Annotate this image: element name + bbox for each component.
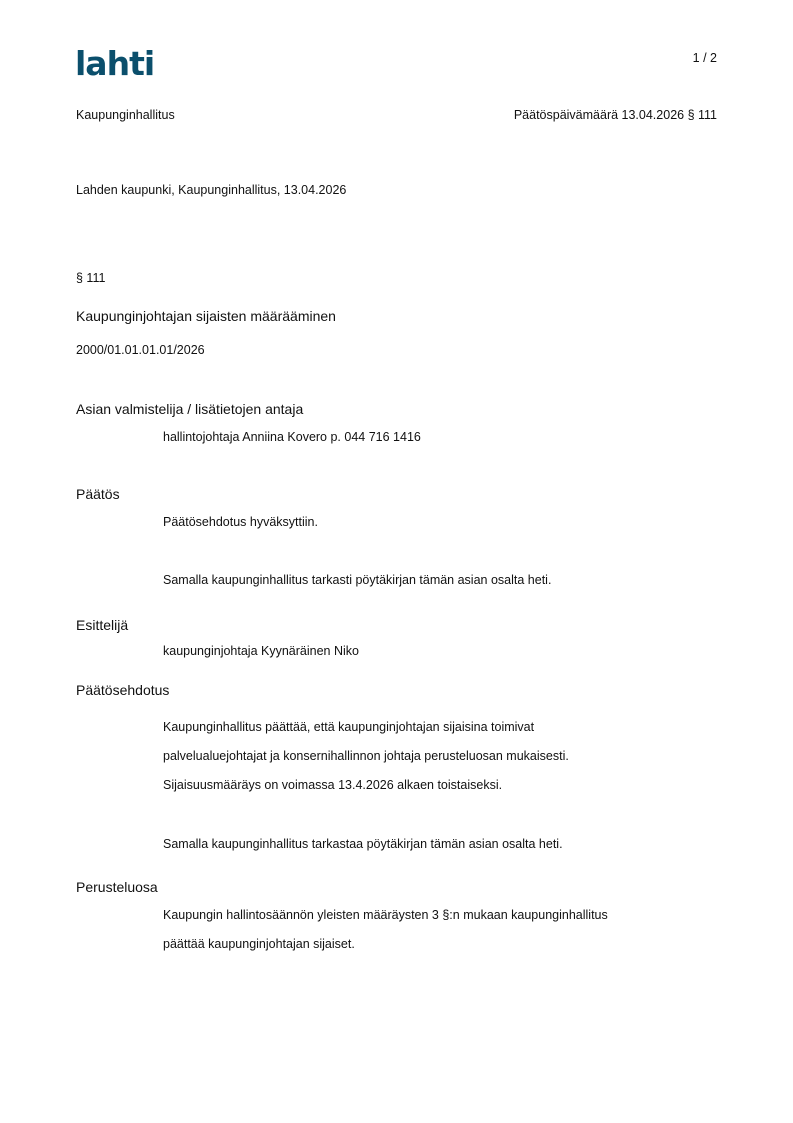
proposal-line: Samalla kaupunginhallitus tarkastaa pöytäkirjan tämän asian osalta heti. <box>163 837 563 851</box>
proposal-line: Sijaisuusmääräys on voimassa 13.4.2026 alkaen toistaiseksi. <box>163 778 503 792</box>
justification-line: Kaupungin hallintosäännön yleisten määräysten 3 §:n mukaan kaupunginhallitus <box>163 908 608 922</box>
decision-heading: Päätös <box>76 486 120 502</box>
document-title: Kaupunginjohtajan sijaisten määrääminen <box>76 308 336 324</box>
decision-line: Samalla kaupunginhallitus tarkasti pöytäkirjan tämän asian osalta heti. <box>163 573 552 587</box>
decision-date: Päätöspäivämäärä 13.04.2026 § 111 <box>513 108 717 122</box>
proposal-line: palvelualuejohtajat ja konsernihallinnon johtaja perusteluosan mukaisesti. <box>163 749 569 763</box>
page-number: 1 / 2 <box>692 51 717 65</box>
section-number: § 111 <box>76 271 106 285</box>
justification-line: päättää kaupunginjohtajan sijaiset. <box>163 937 355 951</box>
meeting-line: Lahden kaupunki, Kaupunginhallitus, 13.04.2026 <box>76 183 347 197</box>
proposal-heading: Päätösehdotus <box>76 682 170 698</box>
presenter-text: kaupunginjohtaja Kyynäräinen Niko <box>163 644 359 658</box>
organ-name: Kaupunginhallitus <box>76 108 175 122</box>
preparer-heading: Asian valmistelija / lisätietojen antaja <box>76 401 304 417</box>
lahti-logo: lahti <box>75 44 155 83</box>
proposal-line: Kaupunginhallitus päättää, että kaupunginjohtajan sijaisina toimivat <box>163 720 535 734</box>
preparer-text: hallintojohtaja Anniina Kovero p. 044 716 1416 <box>163 430 421 444</box>
case-id: 2000/01.01.01.01/2026 <box>76 343 205 357</box>
presenter-heading: Esittelijä <box>76 617 129 633</box>
justification-heading: Perusteluosa <box>76 879 158 895</box>
decision-line: Päätösehdotus hyväksyttiin. <box>163 515 318 529</box>
